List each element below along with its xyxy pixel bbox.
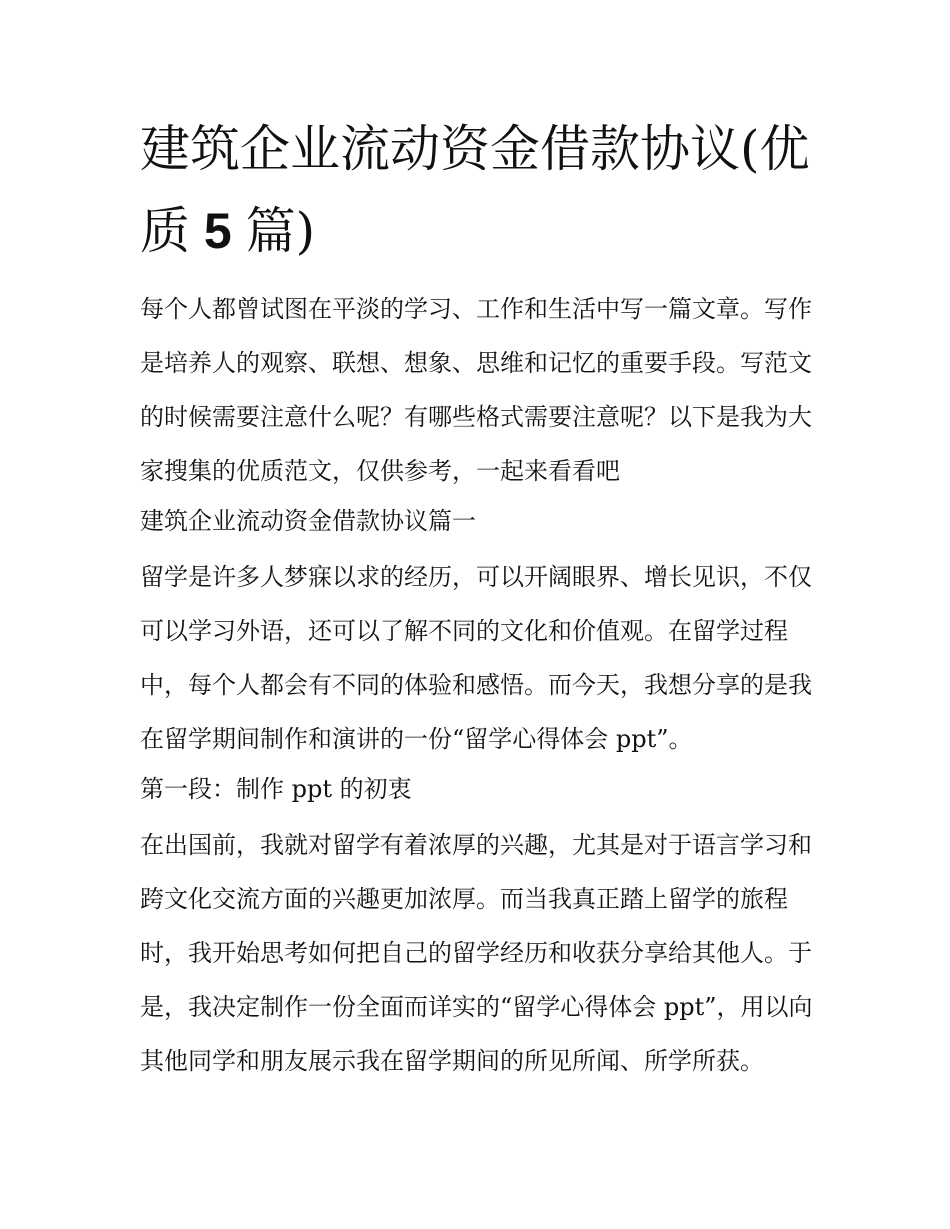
title-number: 5 bbox=[190, 203, 246, 259]
document-page bbox=[140, 108, 820, 1088]
subheading-1: 第一段：制作 ppt 的初衷 bbox=[140, 775, 412, 803]
section-heading: 建筑企业流动资金借款协议篇一 bbox=[140, 507, 476, 535]
intro-paragraph: 每个人都曾试图在平淡的学习、工作和生活中写一篇文章。写作是培养人的观察、联想、想象、思维和记忆的重要手段。写范文的时候需要注意什么呢？有哪些格式需要注意呢？以下是我为大家搜集的优质范文，仅供参考，一起来看看吧 bbox=[140, 295, 812, 485]
body-paragraph-2: 在出国前，我就对留学有着浓厚的兴趣，尤其是对于语言学习和跨文化交流方面的兴趣更加浓厚。而当我真正踏上留学的旅程时，我开始思考如何把自己的留学经历和收获分享给其他人。于是，我决定制作一份全面而详实的“留学心得体会 ppt”，用以向其他同学和朋友展示我在留学期间的所见所闻、所学所获。 bbox=[140, 831, 813, 1075]
title-text-part1: 建筑企业流动资金借款协议(优质 bbox=[140, 120, 810, 260]
document-title bbox=[140, 108, 820, 272]
title-text-part2: 篇) bbox=[245, 202, 316, 260]
body-paragraph-1: 留学是许多人梦寐以求的经历，可以开阔眼界、增长见识，不仅可以学习外语，还可以了解不同的文化和价值观。在留学过程中，每个人都会有不同的体验和感悟。而今天，我想分享的是我在留学期间制作和演讲的一份“留学心得体会 ppt”。 bbox=[140, 563, 812, 753]
